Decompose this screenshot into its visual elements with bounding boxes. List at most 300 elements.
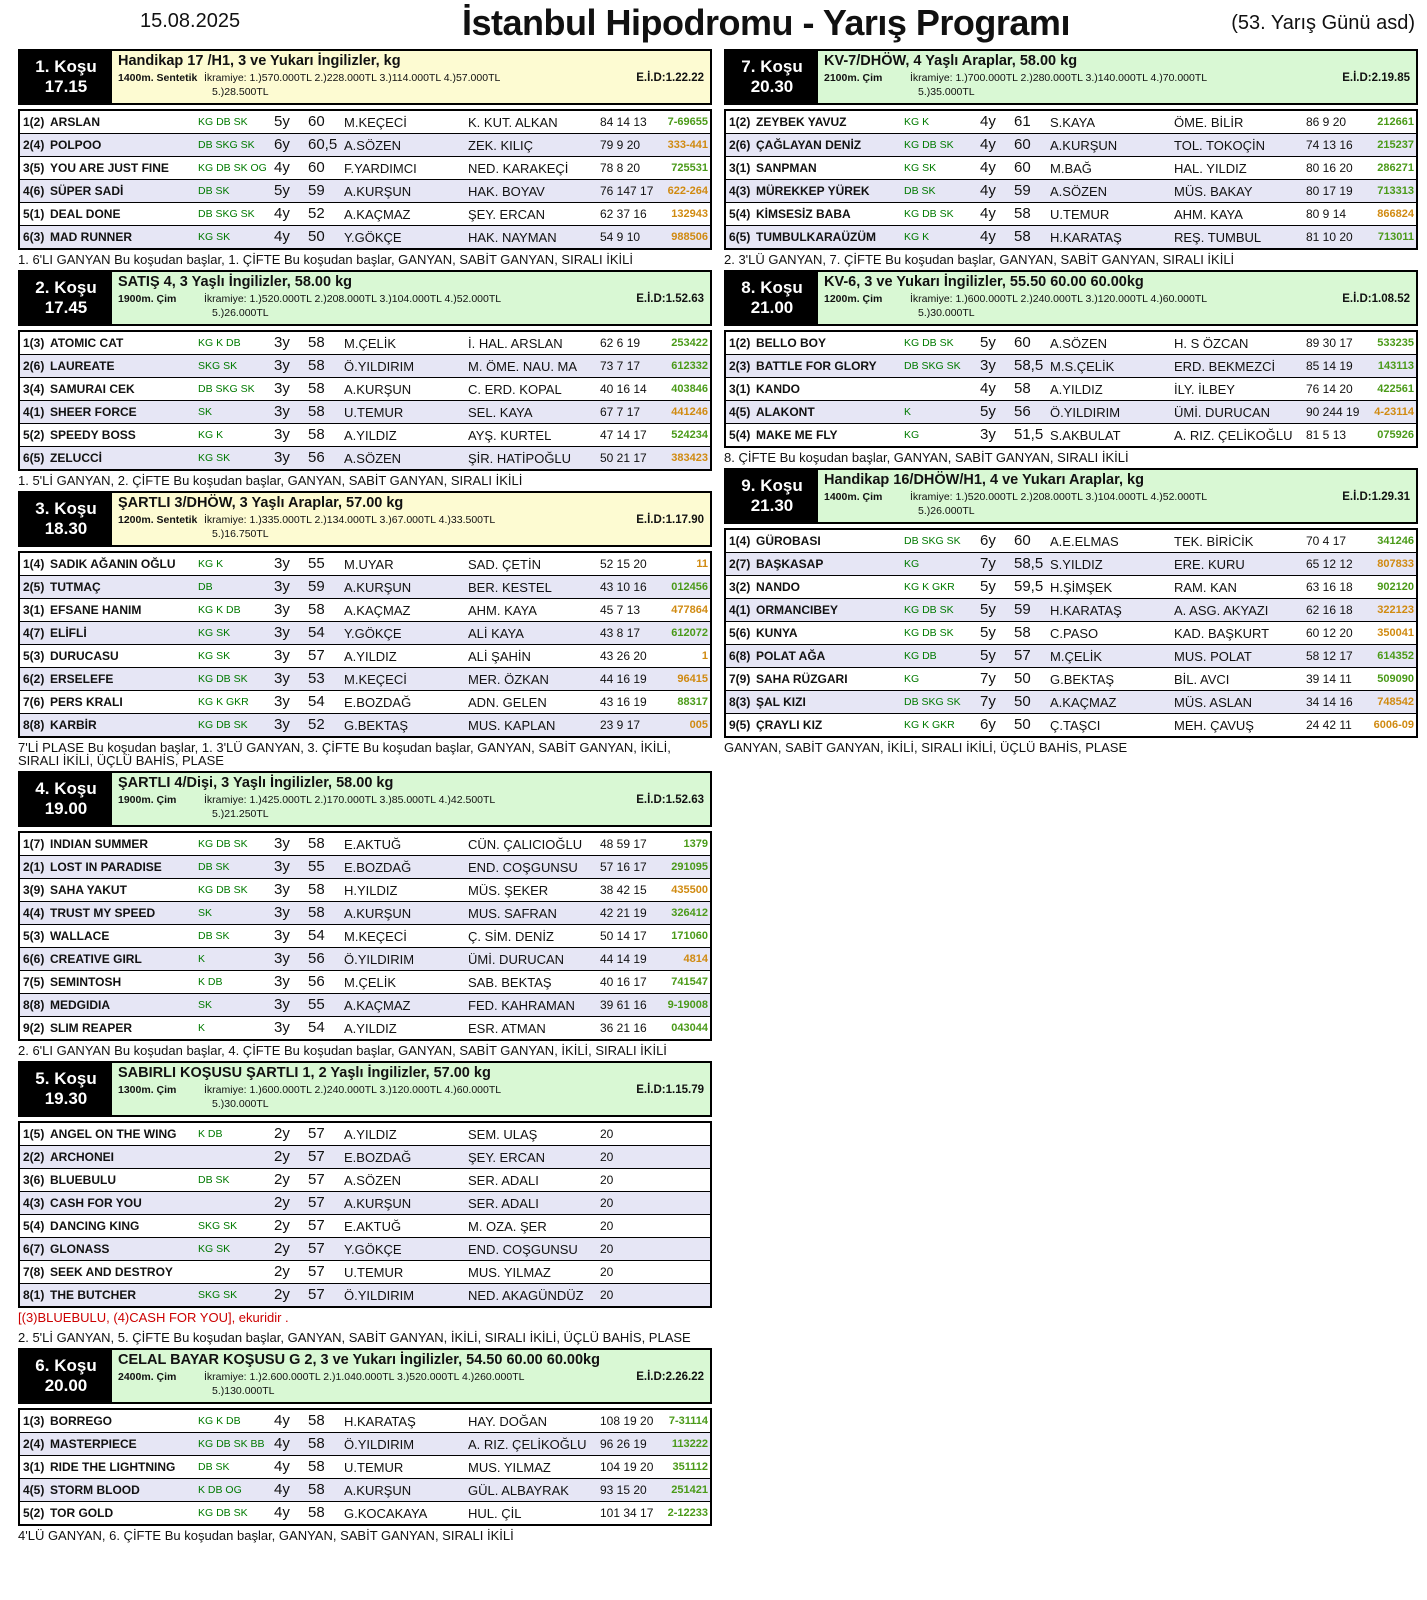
trainer-name: KAD. BAŞKURT [1174,626,1270,641]
jockey-name: E.BOZDAĞ [344,860,412,875]
horse-row[interactable] [20,1123,710,1146]
jockey-name: S.YILDIZ [1050,557,1103,572]
horse-row[interactable] [726,553,1416,576]
horse-number: 5(1) [23,207,45,221]
horse-row[interactable] [20,902,710,925]
equipment: K [198,1022,206,1034]
horse-weight: 57 [308,1263,325,1280]
recent-form: 171060 [671,930,708,942]
horse-weight: 58 [308,380,325,397]
horse-weight: 52 [308,205,325,222]
race-prize: İkramiye: 1.)700.000TL 2.)280.000TL 3.)140.000TL 4.)70.000TL [910,72,1208,84]
horse-number: 2(3) [729,359,751,373]
jockey-name: H.YILDIZ [344,883,398,898]
horse-age: 3y [274,357,290,374]
horse-row[interactable] [20,1479,710,1502]
equipment: KG [904,429,920,441]
equipment: DB SK [198,930,230,942]
horse-row[interactable] [20,691,710,714]
trainer-name: H. S ÖZCAN [1174,336,1249,351]
horse-age: 2y [274,1240,290,1257]
horse-row[interactable] [726,622,1416,645]
recent-form: 614352 [1377,650,1414,662]
horse-name: ANGEL ON THE WING [50,1127,177,1141]
horse-stats: 38 42 15 [600,883,647,897]
race-header [18,1061,712,1117]
horse-row[interactable] [20,971,710,994]
horse-row[interactable] [20,714,710,736]
recent-form: 132943 [671,208,708,220]
horse-name: LOST IN PARADISE [50,860,162,874]
horse-number: 4(3) [729,184,751,198]
horse-number: 3(2) [729,580,751,594]
horse-weight: 58 [308,904,325,921]
horse-number: 1(4) [23,557,45,571]
trainer-name: AHM. KAYA [1174,207,1243,222]
horse-stats: 80 17 19 [1306,184,1353,198]
trainer-name: ESR. ATMAN [468,1021,546,1036]
race-record: E.İ.D:1.29.31 [1342,491,1410,503]
horse-stats: 62 6 19 [600,336,641,350]
horse-weight: 50 [1014,716,1031,733]
horse-row[interactable] [726,576,1416,599]
horse-name: DANCING KING [50,1219,140,1233]
recent-form: 748542 [1377,696,1414,708]
horse-stats: 85 14 19 [1306,359,1353,373]
horse-age: 4y [980,182,996,199]
horse-stats: 44 16 19 [600,672,647,686]
trainer-name: TEK. BİRİCİK [1174,534,1254,549]
horse-age: 5y [274,182,290,199]
horse-stats: 24 42 11 [1306,718,1352,732]
horse-row[interactable] [20,856,710,879]
trainer-name: ADN. GELEN [468,695,547,710]
horse-stats: 43 16 19 [600,695,647,709]
horse-number: 4(1) [23,405,45,419]
horse-row[interactable] [20,180,710,203]
horse-age: 5y [274,113,290,130]
horse-weight: 60 [308,113,325,130]
jockey-name: Ö.YILDIRIM [344,1437,415,1452]
horse-row[interactable] [20,1238,710,1261]
horse-row[interactable] [726,401,1416,424]
horse-name: GLONASS [50,1242,110,1256]
horse-number: 1(3) [23,1414,45,1428]
horse-row[interactable] [20,157,710,180]
race-name: Handikap 16/DHÖW/H1, 4 ve Yukarı Araplar, kg [824,472,1144,488]
horse-name: ARCHONEI [50,1150,115,1164]
horse-weight: 60 [308,159,325,176]
horse-row[interactable] [20,925,710,948]
horse-age: 3y [274,693,290,710]
horse-number: 2(4) [23,138,45,152]
race-number-box [726,470,818,522]
horse-row[interactable] [20,226,710,248]
jockey-name: H.KARATAŞ [1050,230,1122,245]
race-prize-5th: 5.)30.000TL [212,1098,269,1110]
horse-stats: 57 16 17 [600,860,647,874]
trainer-name: M. OZA. ŞER [468,1219,547,1234]
horse-number: 1(2) [23,115,45,129]
horse-age: 5y [980,578,996,595]
jockey-name: A.KAÇMAZ [344,603,411,618]
horse-row[interactable] [20,1215,710,1238]
trainer-name: A. ASG. AKYAZI [1174,603,1269,618]
horse-row[interactable] [726,180,1416,203]
horse-row[interactable] [20,668,710,691]
horse-row[interactable] [726,332,1416,355]
horse-number: 6(7) [23,1242,45,1256]
horse-stats: 20 [600,1288,614,1302]
horse-row[interactable] [20,833,710,856]
horse-row[interactable] [20,1146,710,1169]
jockey-name: E.BOZDAĞ [344,1150,412,1165]
horse-row[interactable] [20,1017,710,1039]
horse-number: 6(3) [23,230,45,244]
horse-row[interactable] [20,1169,710,1192]
horse-name: BATTLE FOR GLORY [756,359,877,373]
trainer-name: C. ERD. KOPAL [468,382,562,397]
horse-row[interactable] [726,668,1416,691]
equipment: DB SKG SK [904,360,961,372]
horse-name: ORMANCIBEY [756,603,839,617]
betting-note: 7'Lİ PLASE Bu koşudan başlar, 1. 3'LÜ GANYAN, 3. ÇİFTE Bu koşudan başlar, GANYAN, SABİT GANYAN, İKİLİ, SIRALI İKİLİ, ÜÇLÜ BAHİS, PLASE [18,740,671,768]
jockey-name: H.KARATAŞ [1050,603,1122,618]
jockey-name: M.S.ÇELİK [1050,359,1115,374]
horse-age: 4y [274,205,290,222]
recent-form: 88317 [677,696,708,708]
horse-row[interactable] [20,1192,710,1215]
trainer-name: ERE. KURU [1174,557,1245,572]
horse-row[interactable] [20,424,710,447]
horse-number: 6(5) [23,451,45,465]
trainer-name: SER. ADALI [468,1173,539,1188]
jockey-name: A.YILDIZ [344,1021,397,1036]
horse-number: 7(9) [729,672,751,686]
recent-form: 291095 [671,861,708,873]
horse-name: ALAKONT [756,405,815,419]
horse-row[interactable] [20,355,710,378]
race-card [18,1348,712,1546]
trainer-name: BİL. AVCI [1174,672,1230,687]
race-record: E.İ.D:2.19.85 [1342,72,1410,84]
jockey-name: A.SÖZEN [344,451,402,466]
trainer-name: K. KUT. ALKAN [468,115,558,130]
horse-weight: 58 [308,1504,325,1521]
horse-age: 5y [980,334,996,351]
horse-name: TRUST MY SPEED [50,906,156,920]
horse-number: 5(4) [729,428,751,442]
horse-row[interactable] [726,691,1416,714]
horse-stats: 42 21 19 [600,906,647,920]
equipment: KG SK [198,1243,231,1255]
horse-row[interactable] [20,553,710,576]
horse-name: ÇRAYLI KIZ [756,718,823,732]
horse-weight: 50 [308,228,325,245]
horse-number: 2(5) [23,580,45,594]
horse-number: 4(3) [23,1196,45,1210]
race-details [118,792,706,807]
race-number-box [20,51,112,103]
horse-age: 7y [980,670,996,687]
jockey-name: Ö.YILDIRIM [344,952,415,967]
race-name: CELAL BAYAR KOŞUSU G 2, 3 ve Yukarı İngilizler, 54.50 60.00 60.00kg [118,1352,600,1368]
jockey-name: A.SÖZEN [344,1173,402,1188]
equipment: KG DB SK [198,673,248,685]
left-column [18,49,714,1546]
equipment: KG DB SK [904,627,954,639]
horse-stats: 80 9 14 [1306,207,1347,221]
race-header [18,1348,712,1404]
horse-number: 7(5) [23,975,45,989]
race-info [112,493,710,545]
betting-note: 4'LÜ GANYAN, 6. ÇİFTE Bu koşudan başlar, GANYAN, SABİT GANYAN, SIRALI İKİLİ [18,1528,514,1543]
jockey-name: A.KAÇMAZ [1050,695,1117,710]
trainer-name: SAB. BEKTAŞ [468,975,552,990]
recent-form: 435500 [671,884,708,896]
horse-row[interactable] [20,203,710,226]
horse-weight: 50 [1014,693,1031,710]
horse-age: 3y [274,578,290,595]
horse-name: GÜROBASI [756,534,821,548]
jockey-name: M.ÇELİK [344,336,397,351]
horse-age: 2y [274,1263,290,1280]
trainer-name: FED. KAHRAMAN [468,998,575,1013]
horse-age: 3y [980,426,996,443]
horse-stats: 81 10 20 [1306,230,1353,244]
horse-row[interactable] [20,1261,710,1284]
horse-number: 6(5) [729,230,751,244]
horse-number: 1(2) [729,115,751,129]
race-number-box [726,51,818,103]
race-header [724,468,1418,524]
horse-number: 9(5) [729,718,751,732]
horse-age: 2y [274,1286,290,1303]
race-time: 17.45 [44,298,88,317]
horse-row[interactable] [20,994,710,1017]
equipment: KG SK [198,627,231,639]
horse-row[interactable] [20,599,710,622]
jockey-name: Ö.YILDIRIM [1050,405,1121,420]
equipment: DB SK [904,185,936,197]
recent-form: 143113 [1377,360,1414,372]
trainer-name: İ. HAL. ARSLAN [468,336,563,351]
horse-name: WALLACE [50,929,110,943]
horse-number: 5(4) [729,207,751,221]
trainer-name: TOL. TOKOÇİN [1174,138,1266,153]
horse-name: SÜPER SADİ [50,184,124,198]
equipment: DB SKG SK [198,139,255,151]
equipment: K [904,406,912,418]
race-distance: 1200m. Sentetik [118,514,198,526]
horse-row[interactable] [20,948,710,971]
recent-form: 326412 [671,907,708,919]
recent-form: 622-264 [667,185,708,197]
equipment: DB SKG SK [904,696,961,708]
horse-weight: 60 [1014,159,1031,176]
equipment: SK [198,406,213,418]
horse-age: 3y [274,403,290,420]
horse-row[interactable] [20,1433,710,1456]
horse-age: 4y [274,1481,290,1498]
horse-row[interactable] [726,134,1416,157]
race-info [112,272,710,324]
horse-row[interactable] [726,645,1416,668]
horse-name: YOU ARE JUST FINE [50,161,169,175]
recent-form: 441246 [671,406,708,418]
horse-stats: 20 [600,1196,614,1210]
horse-row[interactable] [20,879,710,902]
trainer-name: M. ÖME. NAU. MA [468,359,578,374]
horse-stats: 20 [600,1265,614,1279]
horse-number: 5(4) [23,1219,45,1233]
horse-row[interactable] [726,378,1416,401]
jockey-name: A.SÖZEN [1050,184,1108,199]
recent-form: 012456 [671,581,708,593]
horse-weight: 55 [308,555,325,572]
horse-row[interactable] [20,332,710,355]
race-name: SATIŞ 4, 3 Yaşlı İngilizler, 58.00 kg [118,274,352,290]
race-number: 2. Koşu [35,278,97,297]
jockey-name: A.KAÇMAZ [344,998,411,1013]
betting-note: 2. 3'LÜ GANYAN, 7. ÇİFTE Bu koşudan başlar, GANYAN, SABİT GANYAN, SIRALI İKİLİ [724,252,1235,267]
horse-row[interactable] [20,645,710,668]
horse-number: 4(7) [23,626,45,640]
race-prize: İkramiye: 1.)570.000TL 2.)228.000TL 3.)114.000TL 4.)57.000TL [204,72,501,84]
race-info [112,51,710,103]
horse-weight: 57 [308,1125,325,1142]
horse-row[interactable] [20,1502,710,1524]
race-info [112,773,710,825]
recent-form: 612072 [671,627,708,639]
horse-number: 6(8) [729,649,751,663]
jockey-name: Y.GÖKÇE [344,1242,402,1257]
jockey-name: Ö.YILDIRIM [344,1288,415,1303]
horse-stats: 54 9 10 [600,230,641,244]
right-column [724,49,1420,758]
race-header [724,270,1418,326]
equipment: DB SKG SK [904,535,961,547]
horse-weight: 57 [308,1217,325,1234]
horse-row[interactable] [726,530,1416,553]
horse-row[interactable] [20,1284,710,1306]
horse-row[interactable] [20,1456,710,1479]
horse-stats: 76 147 17 [600,184,654,198]
race-number-box [726,272,818,324]
horse-table [724,330,1418,448]
horse-name: KANDO [756,382,800,396]
betting-note: 2. 6'LI GANYAN Bu koşudan başlar, 4. ÇİFTE Bu koşudan başlar, GANYAN, SABİT GANYAN, İKİLİ, SIRALI İKİLİ [18,1043,667,1058]
horse-table [18,109,712,250]
horse-row[interactable] [20,447,710,469]
horse-row[interactable] [20,1410,710,1433]
horse-row[interactable] [726,714,1416,736]
trainer-name: SER. ADALI [468,1196,539,1211]
horse-stats: 20 [600,1219,614,1233]
horse-row[interactable] [20,622,710,645]
horse-stats: 80 16 20 [1306,161,1353,175]
horse-age: 4y [274,1504,290,1521]
horse-name: SAHA YAKUT [50,883,127,897]
horse-row[interactable] [20,111,710,134]
horse-number: 4(5) [23,1483,45,1497]
horse-weight: 57 [308,1240,325,1257]
horse-number: 3(1) [729,161,751,175]
horse-weight: 54 [308,1019,325,1036]
horse-row[interactable] [726,424,1416,446]
horse-age: 5y [980,624,996,641]
horse-age: 3y [980,357,996,374]
horse-stats: 74 13 16 [1306,138,1353,152]
horse-weight: 60 [1014,334,1031,351]
horse-row[interactable] [726,157,1416,180]
jockey-name: U.TEMUR [344,1265,404,1280]
horse-number: 2(6) [729,138,751,152]
horse-table [18,551,712,738]
horse-name: NANDO [756,580,800,594]
trainer-name: MER. ÖZKAN [468,672,549,687]
race-record: E.İ.D:1.22.22 [636,72,704,84]
race-header [724,49,1418,105]
horse-age: 3y [274,973,290,990]
jockey-name: F.YARDIMCI [344,161,417,176]
race-record: E.İ.D:2.26.22 [636,1371,704,1383]
trainer-name: HUL. ÇİL [468,1506,522,1521]
jockey-name: M.ÇELİK [1050,649,1103,664]
horse-stats: 76 14 20 [1306,382,1353,396]
horse-row[interactable] [726,203,1416,226]
horse-row[interactable] [726,355,1416,378]
race-card [18,49,712,270]
horse-name: CASH FOR YOU [50,1196,142,1210]
horse-row[interactable] [20,576,710,599]
horse-name: ERSELEFE [50,672,114,686]
horse-weight: 51,5 [1014,426,1044,443]
race-prize-5th: 5.)30.000TL [918,307,975,319]
horse-number: 1(3) [23,336,45,350]
recent-form: 286271 [1377,162,1414,174]
race-record: E.İ.D:1.52.63 [636,293,704,305]
horse-row[interactable] [20,134,710,157]
trainer-name: ÖME. BİLİR [1174,115,1244,130]
horse-name: ARSLAN [50,115,100,129]
jockey-name: M.ÇELİK [344,975,397,990]
horse-row[interactable] [20,378,710,401]
trainer-name: GÜL. ALBAYRAK [468,1483,569,1498]
horse-weight: 59 [1014,601,1031,618]
horse-row[interactable] [726,111,1416,134]
jockey-name: Ö.YILDIRIM [344,359,415,374]
horse-age: 3y [274,996,290,1013]
jockey-name: M.KEÇECİ [344,115,407,130]
recent-form: 383423 [671,452,708,464]
horse-row[interactable] [726,226,1416,248]
trainer-name: A. RIZ. ÇELİKOĞLU [1174,428,1293,443]
recent-form: 043044 [671,1022,708,1034]
trainer-name: ALİ KAYA [468,626,524,641]
horse-row[interactable] [20,401,710,424]
jockey-name: A.YILDIZ [1050,382,1103,397]
race-card [18,270,712,491]
horse-weight: 59 [308,182,325,199]
horse-row[interactable] [726,599,1416,622]
equipment: K DB [198,976,223,988]
trainer-name: ÜMİ. DURUCAN [468,952,565,967]
jockey-name: H.ŞİMŞEK [1050,580,1113,595]
equipment: DB SK [198,1174,230,1186]
horse-weight: 59 [308,578,325,595]
equipment: DB SK [198,185,230,197]
